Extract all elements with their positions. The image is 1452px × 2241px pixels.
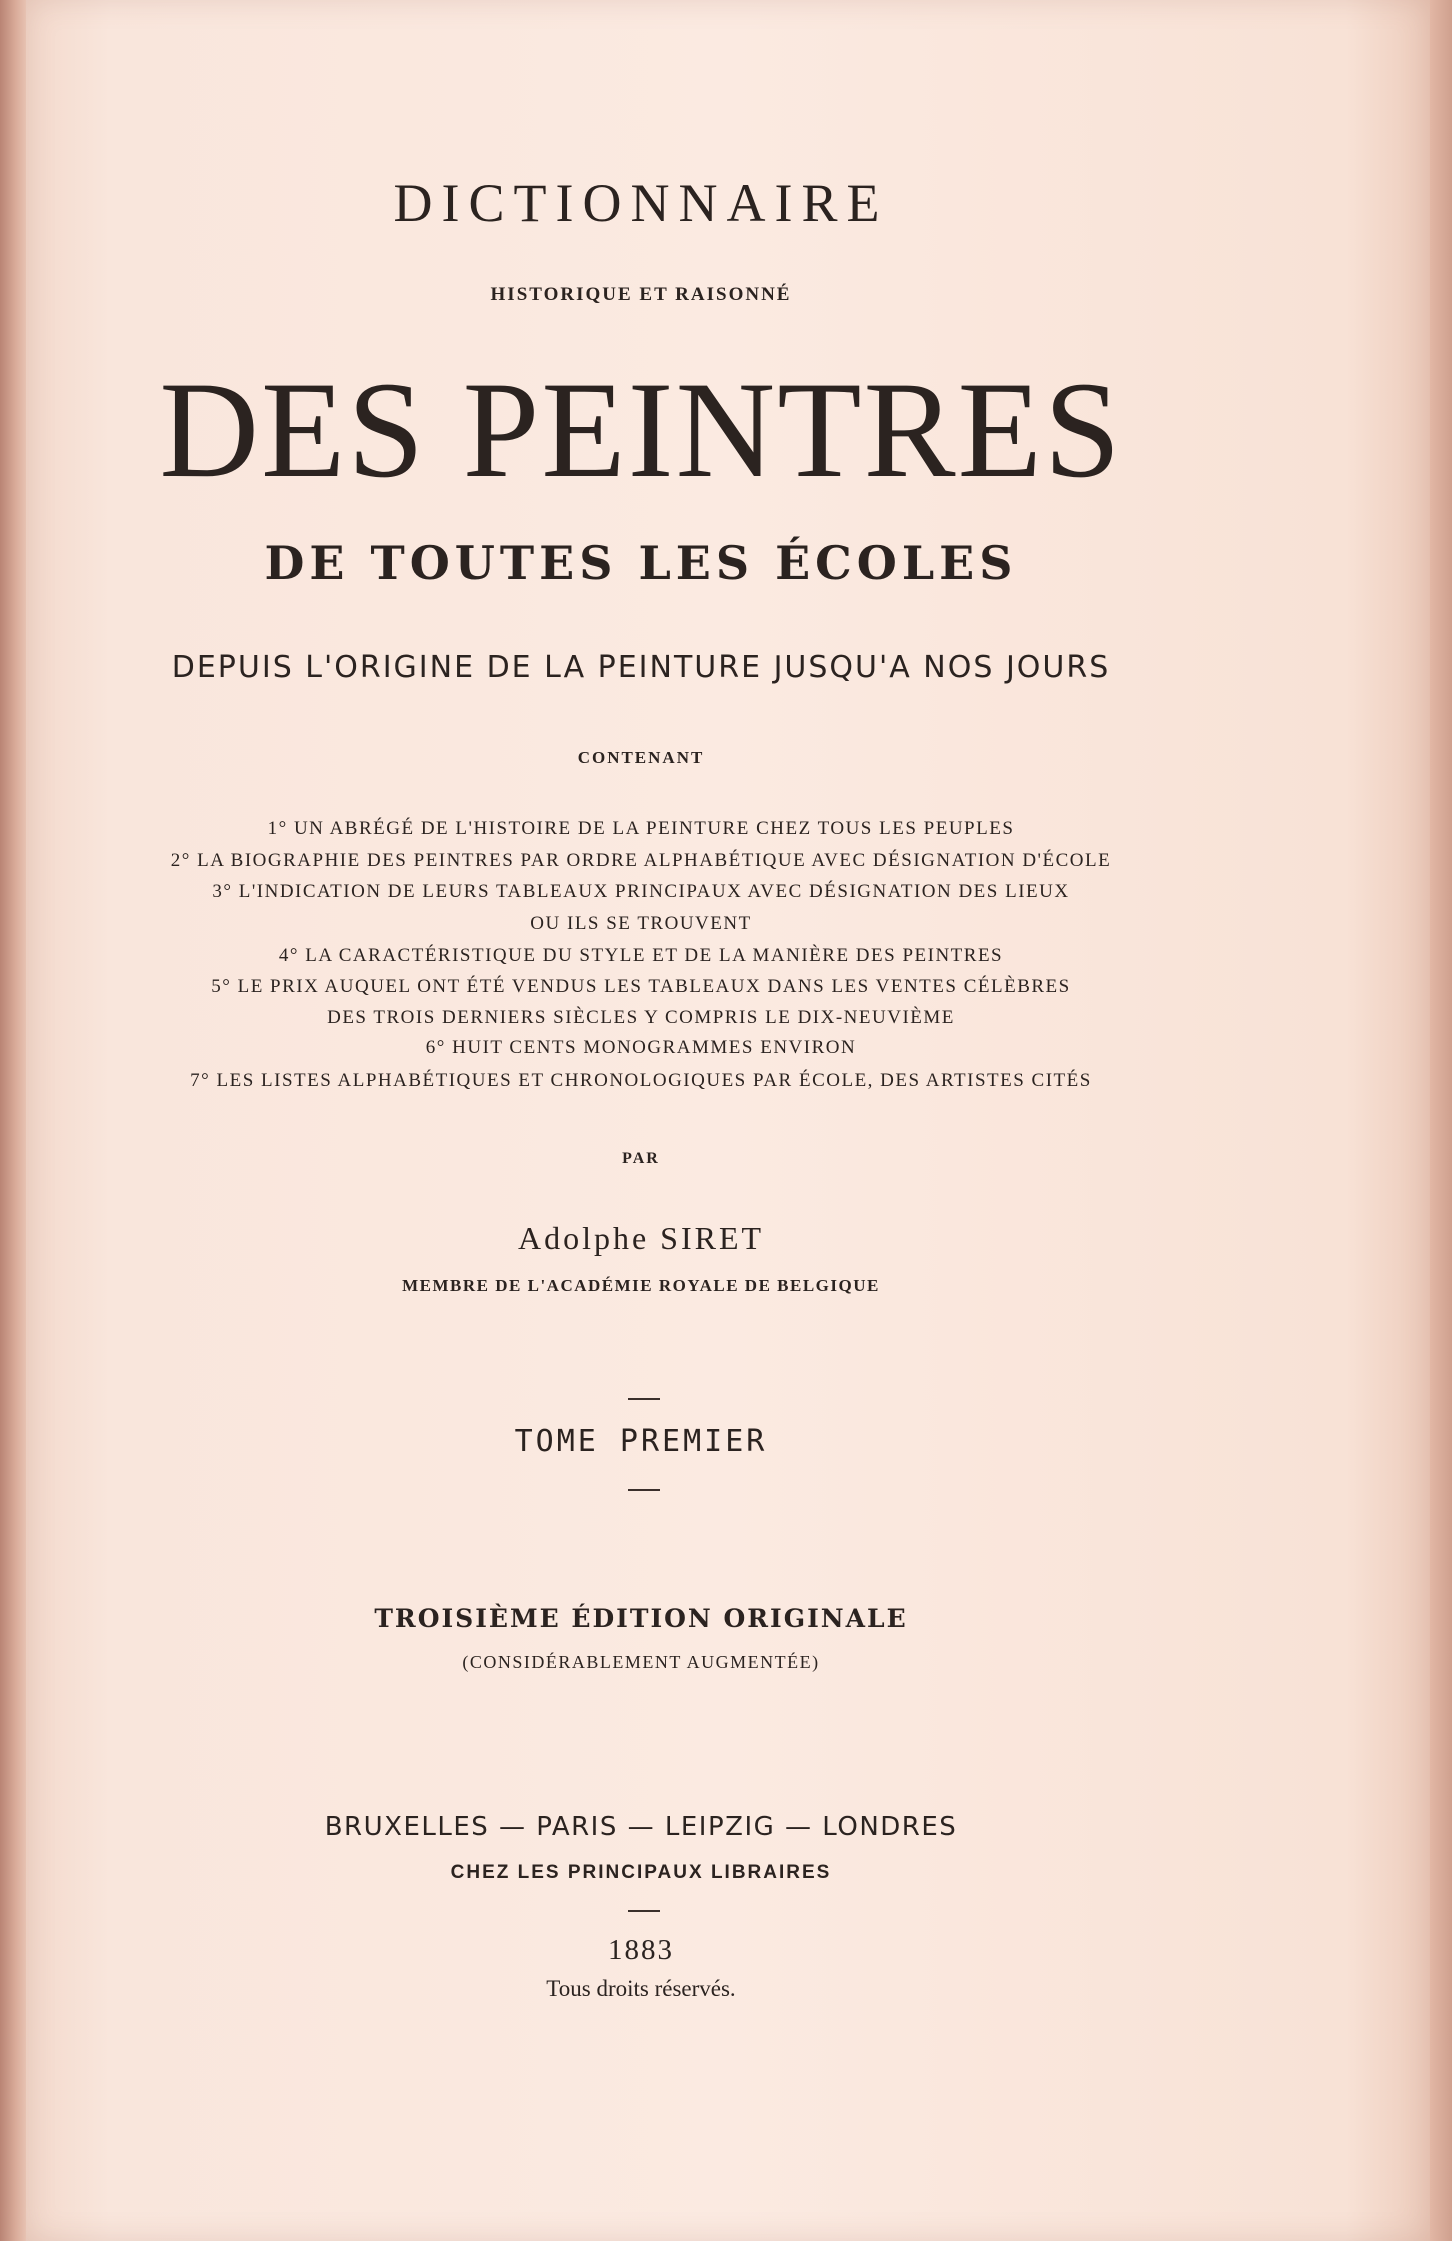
content-item: DES TROIS DERNIERS SIÈCLES Y COMPRIS LE DIX-NEUVIÈME [327,1007,955,1028]
content-item: 6° HUIT CENTS MONOGRAMMES ENVIRON [425,1037,857,1058]
contenant-label: CONTENANT [577,748,705,767]
edition-label: TROISIÈME ÉDITION ORIGINALE [374,1604,908,1633]
content-item: 5° LE PRIX AUQUEL ONT ÉTÉ VENDUS LES TABLEAUX DANS LES VENTES CÉLÈBRES [211,976,1071,997]
author-name [26,1220,1256,1257]
publication-year: 1883 [608,1934,674,1966]
divider [628,1398,660,1400]
main-title: DES PEINTRES [159,353,1123,506]
page-edge [1430,0,1452,2241]
par-label: PAR [622,1150,660,1167]
content-item: 2° LA BIOGRAPHIE DES PEINTRES PAR ORDRE ALPHABÉTIQUE AVEC DÉSIGNATION D'ÉCOLE [170,850,1112,871]
subtitle: DE TOUTES LES ÉCOLES [264,536,1018,590]
book-spine-edge [0,0,26,2241]
heading-dictionnaire: DICTIONNAIRE [393,173,889,233]
depuis-line: DEPUIS L'ORIGINE DE LA PEINTURE JUSQU'A NOS JOURS [171,650,1111,685]
volume-label: TOME PREMIER [514,1424,768,1459]
title-page [26,0,1430,2241]
rights-notice: Tous droits réservés. [546,1976,736,2001]
author-affiliation: MEMBRE DE L'ACADÉMIE ROYALE DE BELGIQUE [402,1276,880,1295]
content-item: 4° LA CARACTÉRISTIQUE DU STYLE ET DE LA MANIÈRE DES PEINTRES [278,945,1004,966]
author-first-name: Adolphe [517,1220,650,1256]
content-item: 7° LES LISTES ALPHABÉTIQUES ET CHRONOLOGIQUES PAR ÉCOLE, DES ARTISTES CITÉS [190,1070,1092,1091]
content-item: 3° L'INDICATION DE LEURS TABLEAUX PRINCIPAUX AVEC DÉSIGNATION DES LIEUX [212,881,1070,902]
heading-historique: HISTORIQUE ET RAISONNÉ [490,284,792,305]
content-item: 1° UN ABRÉGÉ DE L'HISTOIRE DE LA PEINTURE CHEZ TOUS LES PEUPLES [267,818,1015,839]
publisher-cities: BRUXELLES — PARIS — LEIPZIG — LONDRES [324,1812,958,1842]
edition-note: (CONSIDÉRABLEMENT AUGMENTÉE) [462,1652,820,1672]
author-last-name: SIRET [660,1220,765,1256]
publisher-note: CHEZ LES PRINCIPAUX LIBRAIRES [450,1862,832,1883]
divider [628,1489,660,1491]
divider [628,1910,660,1912]
content-item: OU ILS SE TROUVENT [530,913,752,934]
